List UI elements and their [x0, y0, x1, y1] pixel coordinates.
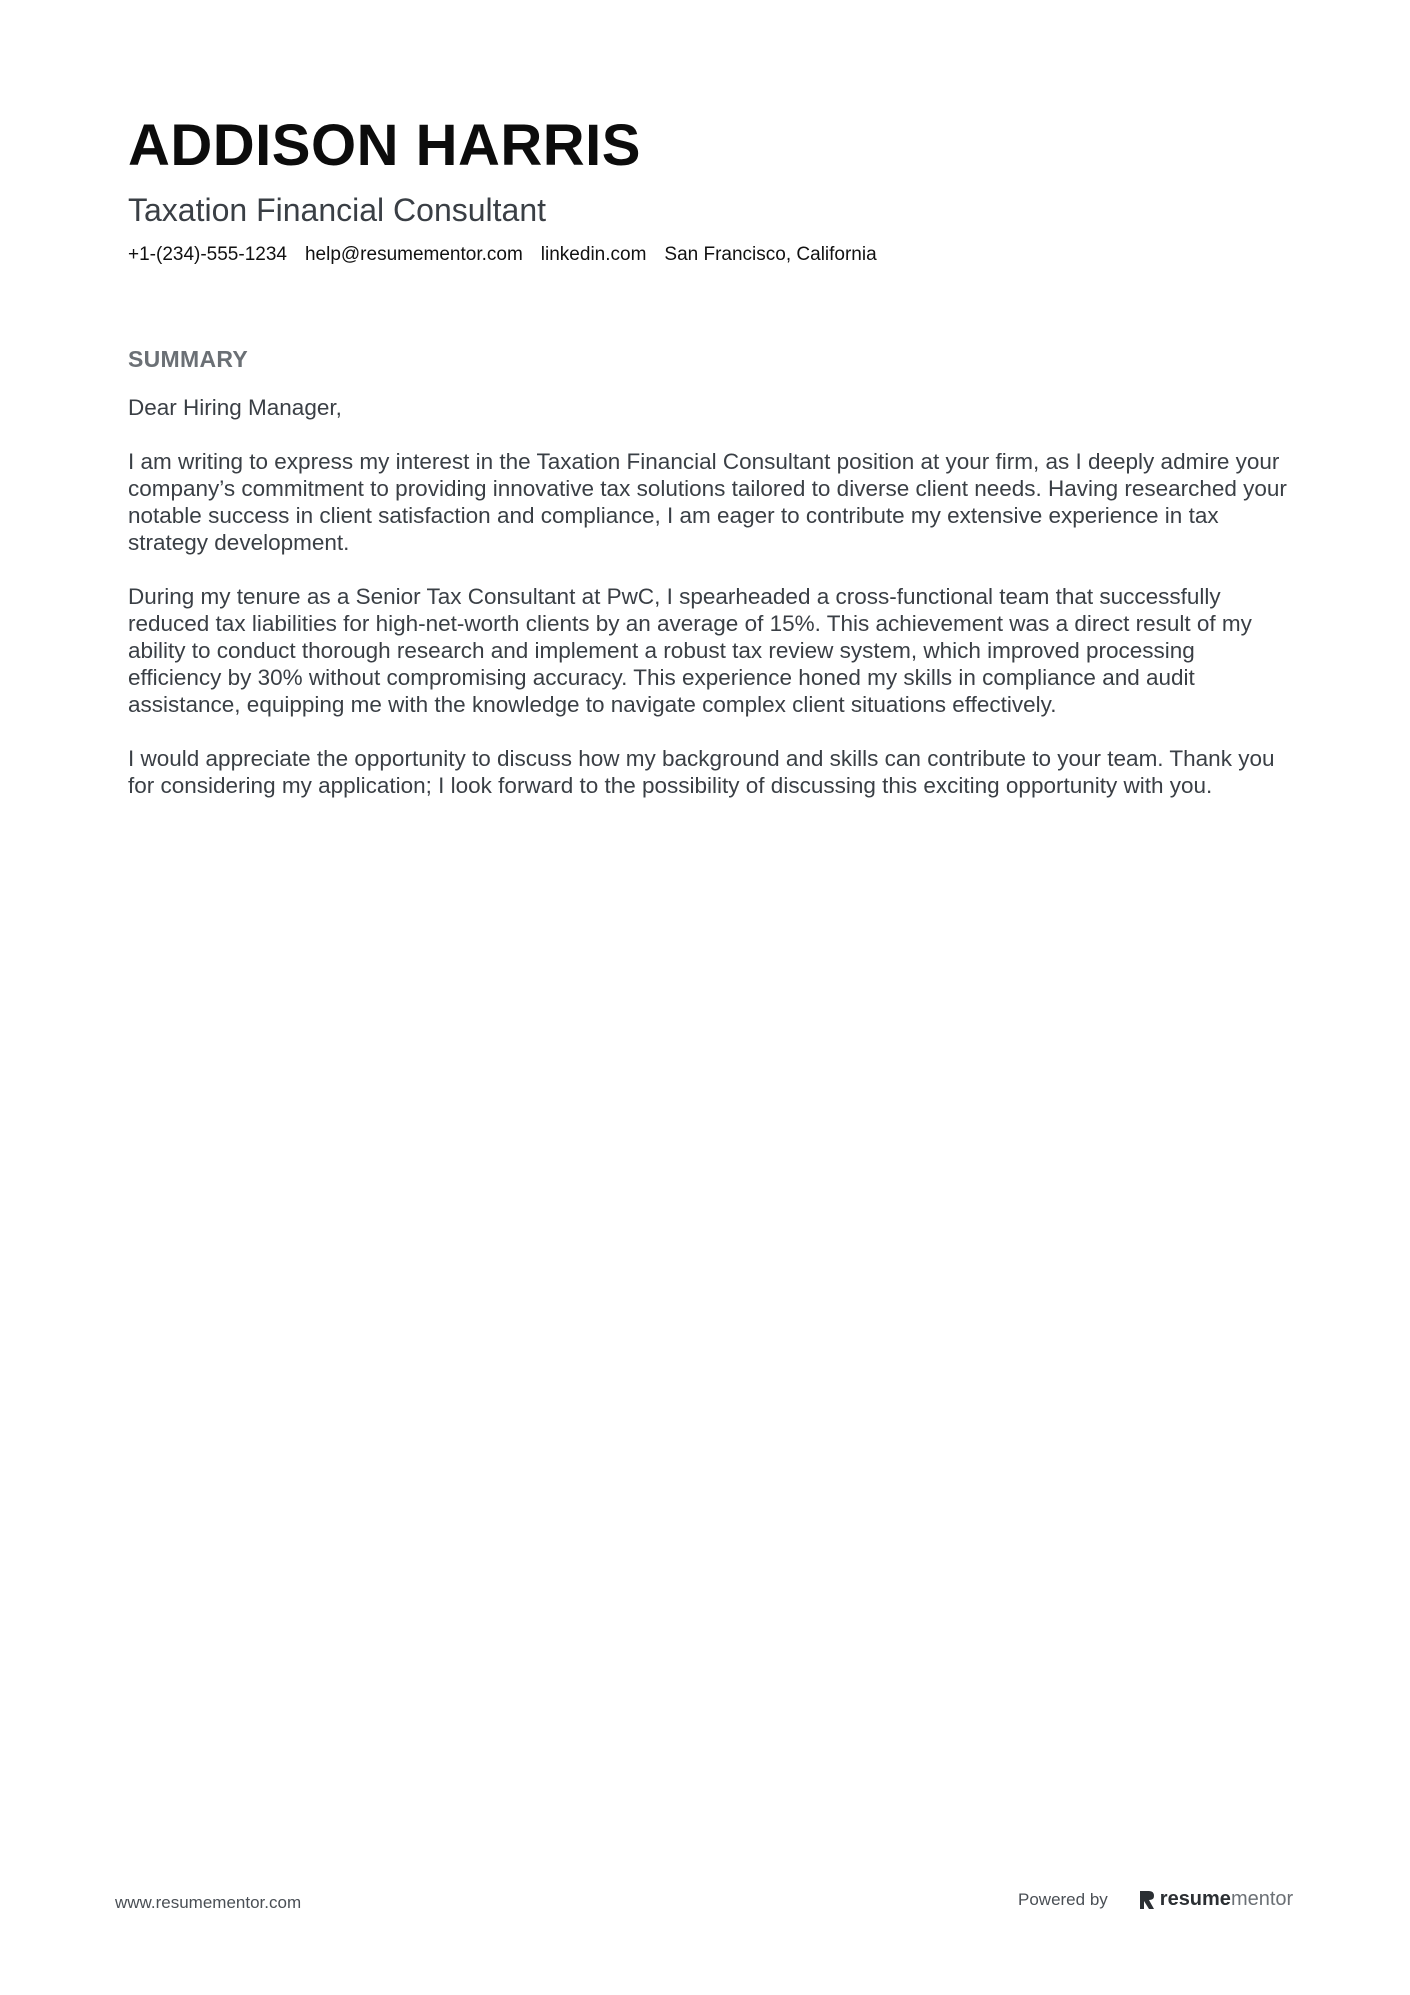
email-address[interactable]: help@resumementor.com	[304, 244, 523, 265]
footer-branding	[1018, 1888, 1293, 1911]
footer-website[interactable]: www.resumementor.com	[115, 1893, 302, 1912]
candidate-name: ADDISON HARRIS	[128, 113, 641, 178]
paragraph-3: I would appreciate the opportunity to discuss how my background and skills can contribute to your team. Thank you for considering my application; I look forward to the possibility of discussing this exciting opportunity with you.	[128, 746, 1275, 798]
brand-wordmark-bold: resume	[1159, 1888, 1231, 1910]
paragraph-2: During my tenure as a Senior Tax Consultant at PwC, I spearheaded a cross-functional team that successfully reduced tax liabilities for high-net-worth clients by an average of 15%. This achievement was a direct result of my ability to conduct thorough research and implement a robust tax review system, which improved processing efficiency by 30% without compromising accuracy. This experience honed my skills in compliance and audit assistance, equipping me with the knowledge to navigate complex client situations effectively.	[128, 584, 1252, 717]
resumementor-logo-icon	[1138, 1889, 1156, 1911]
location: San Francisco, California	[664, 244, 877, 265]
header	[128, 112, 1278, 268]
job-title: Taxation Financial Consultant	[128, 192, 547, 228]
letter-body	[128, 394, 1288, 799]
powered-by-label: Powered by	[1018, 1889, 1108, 1909]
brand-logo[interactable]	[1138, 1888, 1293, 1911]
contact-info	[128, 242, 1278, 268]
paragraph-1: I am writing to express my interest in the Taxation Financial Consultant position at your firm, as I deeply admire your company’s commitment to providing innovative tax solutions tailored to diverse client needs. Having researched your notable success in client satisfaction and compliance, I am eager to contribute my extensive experience in tax strategy development.	[128, 449, 1287, 555]
salutation: Dear Hiring Manager,	[128, 395, 342, 420]
linkedin-link[interactable]: linkedin.com	[540, 244, 647, 265]
brand-wordmark	[1160, 1888, 1293, 1911]
section-heading: SUMMARY	[128, 346, 249, 372]
phone-number: +1-(234)-555-1234	[128, 244, 287, 265]
brand-wordmark-light: mentor	[1230, 1888, 1294, 1910]
summary-section	[128, 343, 1288, 826]
